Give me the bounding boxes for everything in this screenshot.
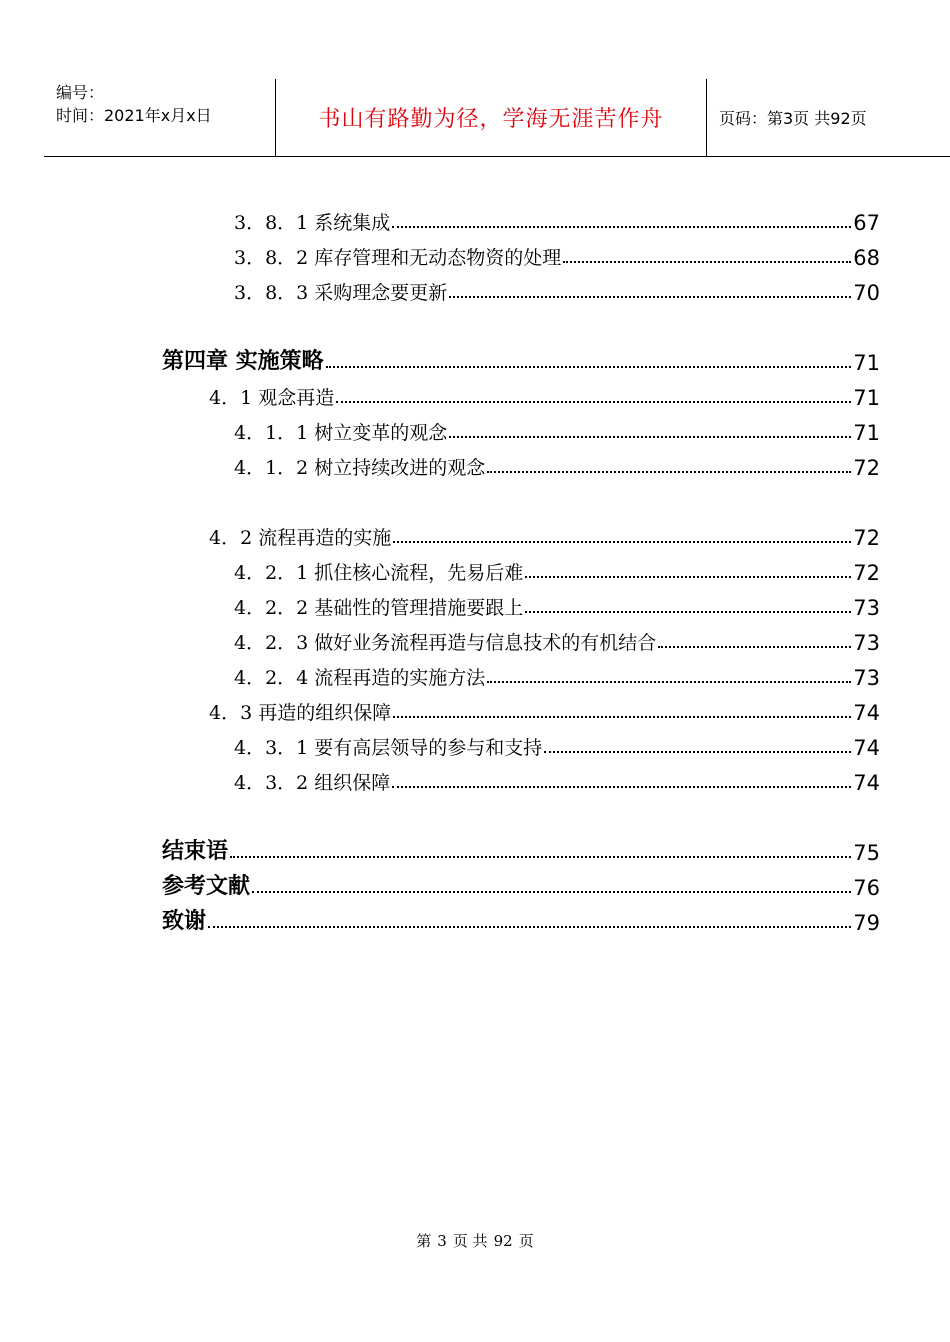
toc-entry[interactable] — [234, 205, 880, 235]
toc-entry-page: 76 — [853, 876, 880, 900]
toc-chapter-entry[interactable] — [162, 905, 880, 935]
footer-total-pages: 92 — [493, 1232, 513, 1250]
header-meta — [44, 79, 276, 156]
toc-entry-label: 4．3．2 组织保障 — [234, 772, 391, 794]
toc-leader — [525, 611, 851, 613]
toc-entry-page: 74 — [853, 771, 880, 795]
toc-entry-label: 4．1．2 树立持续改进的观念 — [234, 457, 486, 479]
toc-entry-label: 4．2．1 抓住核心流程，先易后难 — [234, 562, 524, 584]
footer-prefix: 第 — [416, 1232, 432, 1250]
header-motto: 书山有路勤为径，学海无涯苦作舟 — [276, 79, 707, 156]
toc-entry-label: 4．2．3 做好业务流程再造与信息技术的有机结合 — [234, 632, 657, 654]
toc-entry-page: 74 — [853, 736, 880, 760]
toc-leader — [487, 471, 851, 473]
toc-entry-page: 68 — [853, 246, 880, 270]
toc-entry-label: 4．1 观念再造 — [209, 387, 335, 409]
toc-entry-label: 致谢 — [162, 909, 207, 934]
toc-entry-label: 3．8．1 系统集成 — [234, 212, 391, 234]
footer-mid: 页 共 — [452, 1232, 488, 1250]
header-page-info: 页码：第3页 共92页 — [719, 109, 867, 128]
toc-leader — [544, 751, 851, 753]
toc-entry-label: 第四章 实施策略 — [162, 349, 324, 374]
toc-entry-page: 72 — [853, 526, 880, 550]
toc-chapter-entry[interactable] — [162, 345, 880, 375]
toc-leader — [230, 856, 851, 858]
toc-entry-label: 4．2．2 基础性的管理措施要跟上 — [234, 597, 524, 619]
footer-current-page: 3 — [437, 1232, 447, 1250]
toc-entry[interactable] — [234, 590, 880, 620]
toc-chapter-entry[interactable] — [162, 870, 880, 900]
toc-entry-label: 参考文献 — [162, 874, 251, 899]
toc-leader — [487, 681, 851, 683]
toc-entry-page: 71 — [853, 351, 880, 375]
toc-leader — [449, 296, 851, 298]
toc-entry-page: 73 — [853, 666, 880, 690]
toc-entry-label: 3．8．3 采购理念要更新 — [234, 282, 448, 304]
toc-leader — [326, 366, 852, 368]
toc-entry[interactable] — [234, 660, 880, 690]
toc-leader — [392, 786, 851, 788]
toc-leader — [449, 436, 851, 438]
toc-entry-label: 结束语 — [162, 839, 229, 864]
toc-entry-page: 67 — [853, 211, 880, 235]
toc-entry-page: 74 — [853, 701, 880, 725]
toc-entry-label: 4．3 再造的组织保障 — [209, 702, 392, 724]
page-footer — [0, 1230, 950, 1251]
toc-entry-page: 71 — [853, 386, 880, 410]
document-date: 时间：2021年x月x日 — [56, 106, 212, 125]
toc-entry-page: 72 — [853, 561, 880, 585]
footer-suffix: 页 — [518, 1232, 534, 1250]
toc-chapter-entry[interactable] — [162, 835, 880, 865]
toc-entry[interactable] — [234, 240, 880, 270]
toc-entry-label: 3．8．2 库存管理和无动态物资的处理 — [234, 247, 562, 269]
toc-leader — [658, 646, 851, 648]
toc-entry-page: 75 — [853, 841, 880, 865]
toc-entry-page: 70 — [853, 281, 880, 305]
toc-leader — [392, 226, 851, 228]
toc-leader — [252, 891, 851, 893]
toc-entry-label: 4．3．1 要有高层领导的参与和支持 — [234, 737, 543, 759]
toc-leader — [336, 401, 851, 403]
toc-leader — [525, 576, 851, 578]
toc-leader — [563, 261, 851, 263]
toc-leader — [208, 926, 851, 928]
toc-entry-label: 4．2．4 流程再造的实施方法 — [234, 667, 486, 689]
toc-leader — [393, 716, 851, 718]
toc-entry[interactable] — [209, 695, 880, 725]
toc-entry[interactable] — [234, 415, 880, 445]
toc-entry-page: 73 — [853, 631, 880, 655]
toc-entry[interactable] — [234, 625, 880, 655]
toc-entry-page: 79 — [853, 911, 880, 935]
page-header — [44, 79, 950, 157]
toc-entry[interactable] — [234, 450, 880, 480]
toc-entry[interactable] — [234, 765, 880, 795]
toc-entry[interactable] — [209, 520, 880, 550]
toc-entry[interactable] — [234, 275, 880, 305]
toc-entry[interactable] — [209, 380, 880, 410]
toc-entry-page: 71 — [853, 421, 880, 445]
toc-entry[interactable] — [234, 555, 880, 585]
toc-entry-page: 73 — [853, 596, 880, 620]
toc-entry-label: 4．2 流程再造的实施 — [209, 527, 392, 549]
toc-entry-label: 4．1．1 树立变革的观念 — [234, 422, 448, 444]
toc-entry-page: 72 — [853, 456, 880, 480]
toc-entry[interactable] — [234, 730, 880, 760]
document-number-label: 编号： — [56, 83, 105, 102]
toc-leader — [393, 541, 851, 543]
